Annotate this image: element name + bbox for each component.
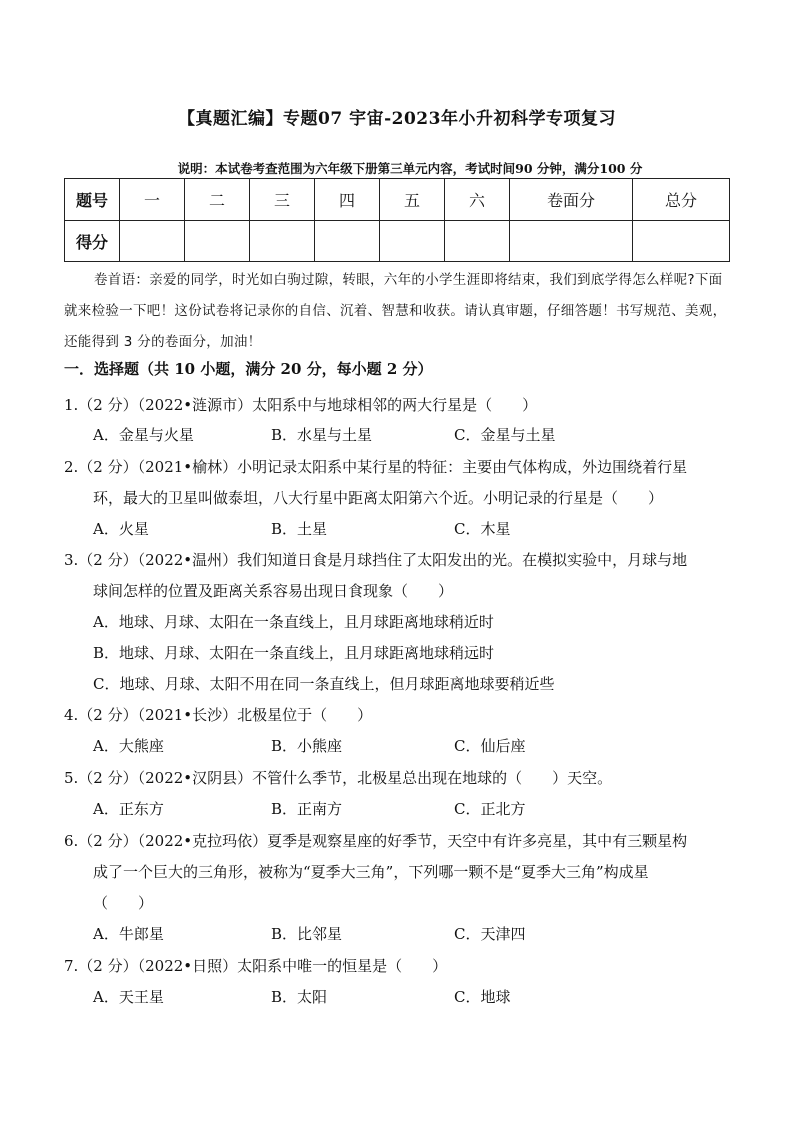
option-c[interactable]: C．仙后座 — [454, 737, 526, 755]
score-table-score-row — [65, 221, 730, 262]
intro-paragraph: 卷首语：亲爱的同学，时光如白驹过隙，转眼，六年的小学生涯即将结束，我们到底学得怎么样呢?下面就来检验一下吧！这份试卷将记录你的自信、沉着、智慧和收获。请认真审题，仔细答题！书写规范、美观，还能得到 3 分的卷面分，加油！ — [64, 272, 727, 350]
question-stem-continued: 成了一个巨大的三角形，被称为“夏季大三角”，下列哪一颗不是“夏季大三角”构成星 — [93, 863, 649, 881]
question-stem: 4.（2 分）（2021•长沙）北极星位于（ ） — [64, 706, 373, 724]
question-stem-continued: 球间怎样的位置及距离关系容易出现日食现象（ ） — [93, 582, 454, 600]
option-a[interactable]: A．正东方 — [93, 800, 164, 818]
header-cell: 一 — [120, 179, 185, 221]
header-cell: 四 — [315, 179, 380, 221]
header-cell: 六 — [445, 179, 510, 221]
question-options — [93, 420, 733, 451]
score-cell[interactable] — [185, 221, 250, 262]
header-cell: 二 — [185, 179, 250, 221]
section-title: 一．选择题（共 10 小题，满分 20 分，每小题 2 分） — [64, 360, 433, 378]
option-b[interactable]: B．正南方 — [271, 800, 343, 818]
option-b[interactable]: B．太阳 — [271, 988, 328, 1006]
score-table — [64, 178, 730, 262]
header-cell: 五 — [380, 179, 445, 221]
score-cell[interactable] — [250, 221, 315, 262]
question-options — [93, 731, 733, 762]
question-stem-continued: （ ） — [93, 894, 154, 912]
option-c[interactable]: C．正北方 — [454, 800, 526, 818]
header-cell: 卷面分 — [510, 179, 633, 221]
option-b[interactable]: B．水星与土星 — [271, 426, 373, 444]
option-c[interactable]: C．地球 — [454, 988, 511, 1006]
option-c[interactable]: C．天津四 — [454, 925, 526, 943]
exam-note: 说明：本试卷考查范围为六年级下册第三单元内容，考试时间90 分钟，满分100 分 — [177, 161, 643, 176]
score-cell[interactable] — [315, 221, 380, 262]
question-options — [93, 919, 733, 950]
question-options — [93, 514, 733, 545]
score-cell[interactable] — [120, 221, 185, 262]
question-stem-continued: 环，最大的卫星叫做泰坦，八大行星中距离太阳第六个近。小明记录的行星是（ ） — [93, 489, 664, 507]
question-stem: 2.（2 分）（2021•榆林）小明记录太阳系中某行星的特征：主要由气体构成，外边围绕着行星 — [64, 458, 688, 476]
option-b[interactable]: B．地球、月球、太阳在一条直线上，且月球距离地球稍远时 — [93, 644, 495, 662]
question-stem: 7.（2 分）（2022•日照）太阳系中唯一的恒星是（ ） — [64, 957, 448, 975]
score-cell[interactable] — [380, 221, 445, 262]
page-title: 【真题汇编】专题07 宇宙-2023年小升初科学专项复习 — [178, 109, 616, 129]
option-a[interactable]: A．地球、月球、太阳在一条直线上，且月球距离地球稍近时 — [93, 613, 494, 631]
header-cell: 三 — [250, 179, 315, 221]
option-b[interactable]: B．土星 — [271, 520, 328, 538]
option-b[interactable]: B．小熊座 — [271, 737, 343, 755]
question-options — [93, 794, 733, 825]
option-c[interactable]: C．木星 — [454, 520, 511, 538]
score-cell[interactable] — [633, 221, 730, 262]
option-b[interactable]: B．比邻星 — [271, 925, 343, 943]
question-options — [93, 982, 733, 1013]
score-cell[interactable] — [510, 221, 633, 262]
option-a[interactable]: A．火星 — [93, 520, 149, 538]
header-cell: 题号 — [65, 179, 120, 221]
option-c[interactable]: C．地球、月球、太阳不用在同一条直线上，但月球距离地球要稍近些 — [93, 675, 555, 693]
option-a[interactable]: A．牛郎星 — [93, 925, 164, 943]
question-stem: 1.（2 分）（2022•涟源市）太阳系中与地球相邻的两大行星是（ ） — [64, 396, 538, 414]
score-row-label: 得分 — [65, 221, 120, 262]
header-cell: 总分 — [633, 179, 730, 221]
option-a[interactable]: A．金星与火星 — [93, 426, 194, 444]
question-stem: 5.（2 分）（2022•汉阴县）不管什么季节，北极星总出现在地球的（ ）天空。 — [64, 769, 613, 787]
question-stem: 6.（2 分）（2022•克拉玛依）夏季是观察星座的好季节，天空中有许多亮星，其中有三颗星构 — [64, 832, 688, 850]
option-a[interactable]: A．天王星 — [93, 988, 164, 1006]
score-cell[interactable] — [445, 221, 510, 262]
question-stem: 3.（2 分）（2022•温州）我们知道日食是月球挡住了太阳发出的光。在模拟实验中，月球与地 — [64, 551, 688, 569]
option-c[interactable]: C．金星与土星 — [454, 426, 556, 444]
score-table-header-row — [65, 179, 730, 221]
option-a[interactable]: A．大熊座 — [93, 737, 164, 755]
